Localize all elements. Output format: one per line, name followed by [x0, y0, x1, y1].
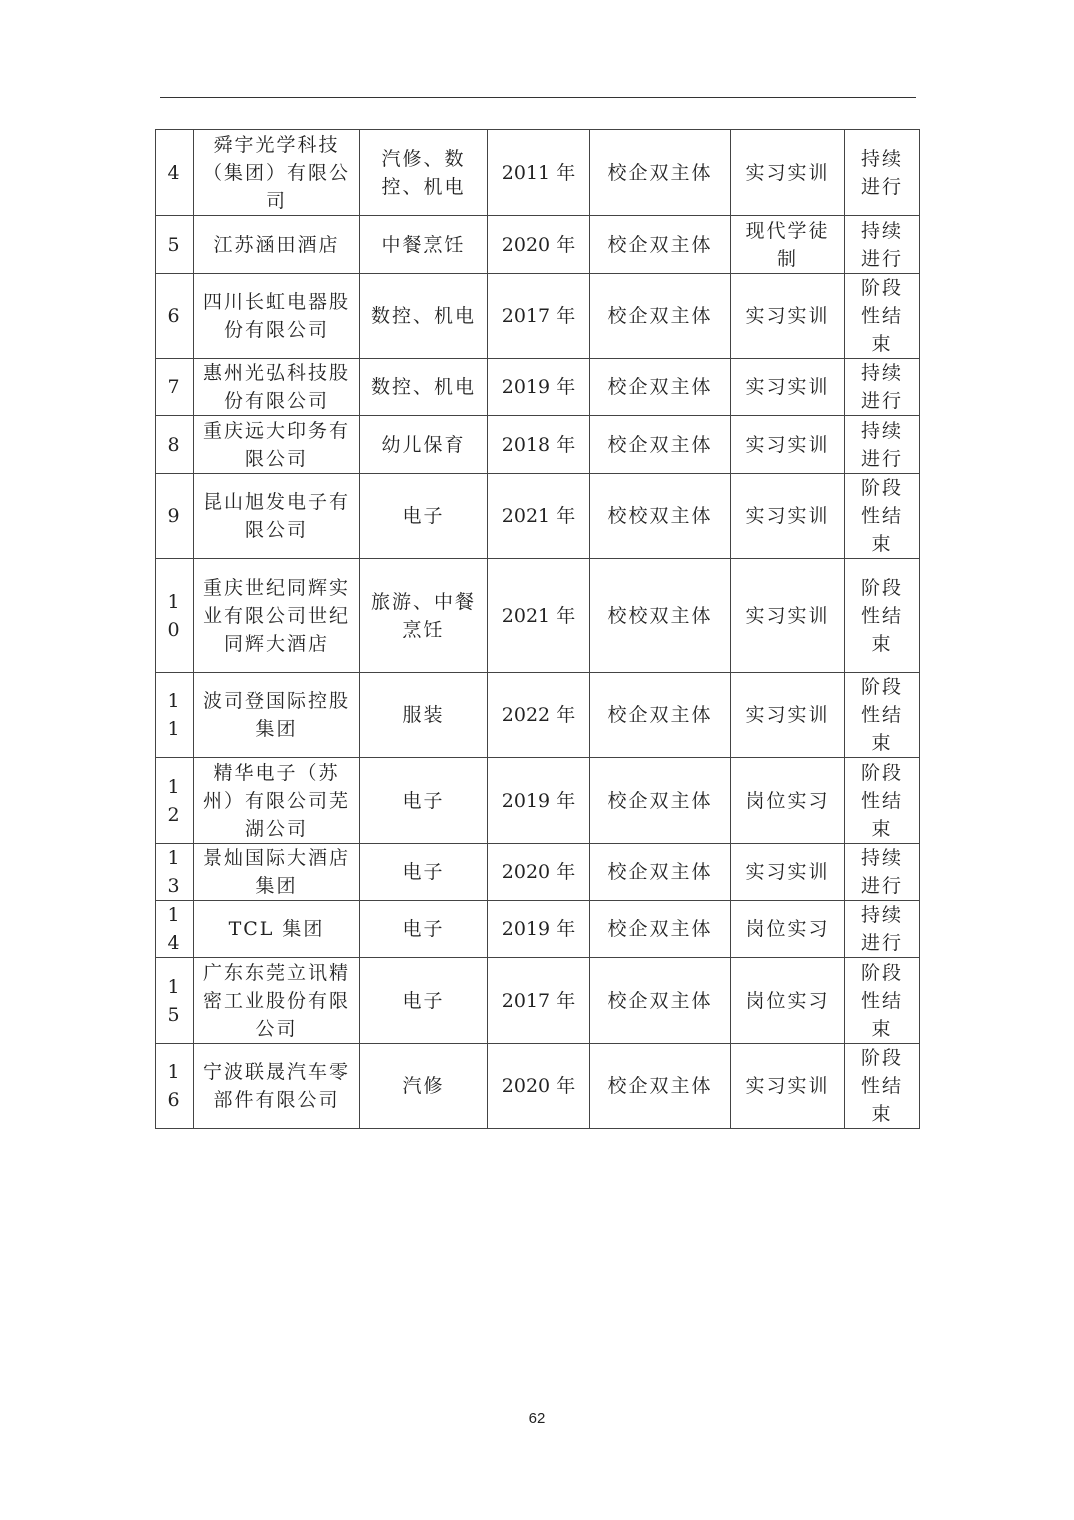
status: 阶段性结束 — [845, 1044, 920, 1129]
major: 电子 — [360, 844, 488, 901]
cooperation-mode: 校企双主体 — [590, 758, 731, 844]
company-name: 波司登国际控股集团 — [194, 673, 360, 758]
company-name: 江苏涵田酒店 — [194, 216, 360, 274]
row-number: 15 — [156, 958, 194, 1044]
major: 电子 — [360, 901, 488, 958]
row-number: 13 — [156, 844, 194, 901]
status: 阶段性结束 — [845, 758, 920, 844]
cooperation-mode: 校校双主体 — [590, 559, 731, 673]
cooperation-mode: 校企双主体 — [590, 1044, 731, 1129]
start-year: 2021 年 — [488, 559, 590, 673]
status: 持续进行 — [845, 416, 920, 474]
cooperation-type: 实习实训 — [731, 359, 845, 416]
table-row — [156, 274, 920, 359]
company-name: TCL 集团 — [194, 901, 360, 958]
cooperation-type: 岗位实习 — [731, 958, 845, 1044]
major: 数控、机电 — [360, 359, 488, 416]
start-year: 2019 年 — [488, 359, 590, 416]
cooperation-type: 实习实训 — [731, 1044, 845, 1129]
start-year: 2017 年 — [488, 274, 590, 359]
start-year: 2020 年 — [488, 1044, 590, 1129]
row-number: 16 — [156, 1044, 194, 1129]
cooperation-type: 实习实训 — [731, 559, 845, 673]
status: 阶段性结束 — [845, 559, 920, 673]
cooperation-mode: 校企双主体 — [590, 359, 731, 416]
company-name: 惠州光弘科技股份有限公司 — [194, 359, 360, 416]
cooperation-type: 实习实训 — [731, 474, 845, 559]
table-row — [156, 474, 920, 559]
cooperation-mode: 校校双主体 — [590, 474, 731, 559]
major: 幼儿保育 — [360, 416, 488, 474]
cooperation-mode: 校企双主体 — [590, 901, 731, 958]
cooperation-mode: 校企双主体 — [590, 844, 731, 901]
status: 阶段性结束 — [845, 274, 920, 359]
start-year: 2022 年 — [488, 673, 590, 758]
cooperation-mode: 校企双主体 — [590, 274, 731, 359]
row-number: 10 — [156, 559, 194, 673]
company-name: 重庆世纪同辉实业有限公司世纪同辉大酒店 — [194, 559, 360, 673]
start-year: 2021 年 — [488, 474, 590, 559]
status: 阶段性结束 — [845, 474, 920, 559]
company-name: 重庆远大印务有限公司 — [194, 416, 360, 474]
major: 旅游、中餐烹饪 — [360, 559, 488, 673]
cooperation-type: 岗位实习 — [731, 758, 845, 844]
row-number: 14 — [156, 901, 194, 958]
table-row — [156, 901, 920, 958]
major: 数控、机电 — [360, 274, 488, 359]
cooperation-type: 现代学徒制 — [731, 216, 845, 274]
cooperation-mode: 校企双主体 — [590, 673, 731, 758]
status: 持续进行 — [845, 130, 920, 216]
major: 电子 — [360, 474, 488, 559]
row-number: 5 — [156, 216, 194, 274]
row-number: 11 — [156, 673, 194, 758]
company-name: 舜宇光学科技（集团）有限公司 — [194, 130, 360, 216]
company-name: 景灿国际大酒店集团 — [194, 844, 360, 901]
cooperation-mode: 校企双主体 — [590, 130, 731, 216]
cooperation-table — [155, 129, 920, 1129]
cooperation-mode: 校企双主体 — [590, 416, 731, 474]
status: 阶段性结束 — [845, 958, 920, 1044]
row-number: 4 — [156, 130, 194, 216]
table-row — [156, 844, 920, 901]
company-name: 宁波联晟汽车零部件有限公司 — [194, 1044, 360, 1129]
table-row — [156, 1044, 920, 1129]
table-row — [156, 673, 920, 758]
row-number: 6 — [156, 274, 194, 359]
row-number: 9 — [156, 474, 194, 559]
status: 持续进行 — [845, 901, 920, 958]
status: 持续进行 — [845, 216, 920, 274]
row-number: 7 — [156, 359, 194, 416]
page-number: 62 — [528, 1410, 546, 1427]
table-row — [156, 559, 920, 673]
cooperation-type: 实习实训 — [731, 673, 845, 758]
major: 电子 — [360, 958, 488, 1044]
table-row — [156, 416, 920, 474]
status: 持续进行 — [845, 844, 920, 901]
cooperation-type: 岗位实习 — [731, 901, 845, 958]
table-body — [156, 130, 920, 1129]
major: 汽修 — [360, 1044, 488, 1129]
table-row — [156, 130, 920, 216]
start-year: 2011 年 — [488, 130, 590, 216]
row-number: 8 — [156, 416, 194, 474]
start-year: 2019 年 — [488, 758, 590, 844]
table-row — [156, 359, 920, 416]
table-row — [156, 758, 920, 844]
company-name: 昆山旭发电子有限公司 — [194, 474, 360, 559]
cooperation-type: 实习实训 — [731, 130, 845, 216]
cooperation-type: 实习实训 — [731, 844, 845, 901]
cooperation-mode: 校企双主体 — [590, 216, 731, 274]
start-year: 2020 年 — [488, 216, 590, 274]
header-rule — [160, 97, 916, 98]
cooperation-mode: 校企双主体 — [590, 958, 731, 1044]
status: 阶段性结束 — [845, 673, 920, 758]
cooperation-type: 实习实训 — [731, 416, 845, 474]
start-year: 2020 年 — [488, 844, 590, 901]
company-name: 广东东莞立讯精密工业股份有限公司 — [194, 958, 360, 1044]
company-name: 四川长虹电器股份有限公司 — [194, 274, 360, 359]
major: 电子 — [360, 758, 488, 844]
start-year: 2018 年 — [488, 416, 590, 474]
major: 服装 — [360, 673, 488, 758]
major: 中餐烹饪 — [360, 216, 488, 274]
table-row — [156, 958, 920, 1044]
cooperation-type: 实习实训 — [731, 274, 845, 359]
company-name: 精华电子（苏州）有限公司芜湖公司 — [194, 758, 360, 844]
start-year: 2017 年 — [488, 958, 590, 1044]
start-year: 2019 年 — [488, 901, 590, 958]
status: 持续进行 — [845, 359, 920, 416]
table-row — [156, 216, 920, 274]
row-number: 12 — [156, 758, 194, 844]
major: 汽修、数控、机电 — [360, 130, 488, 216]
